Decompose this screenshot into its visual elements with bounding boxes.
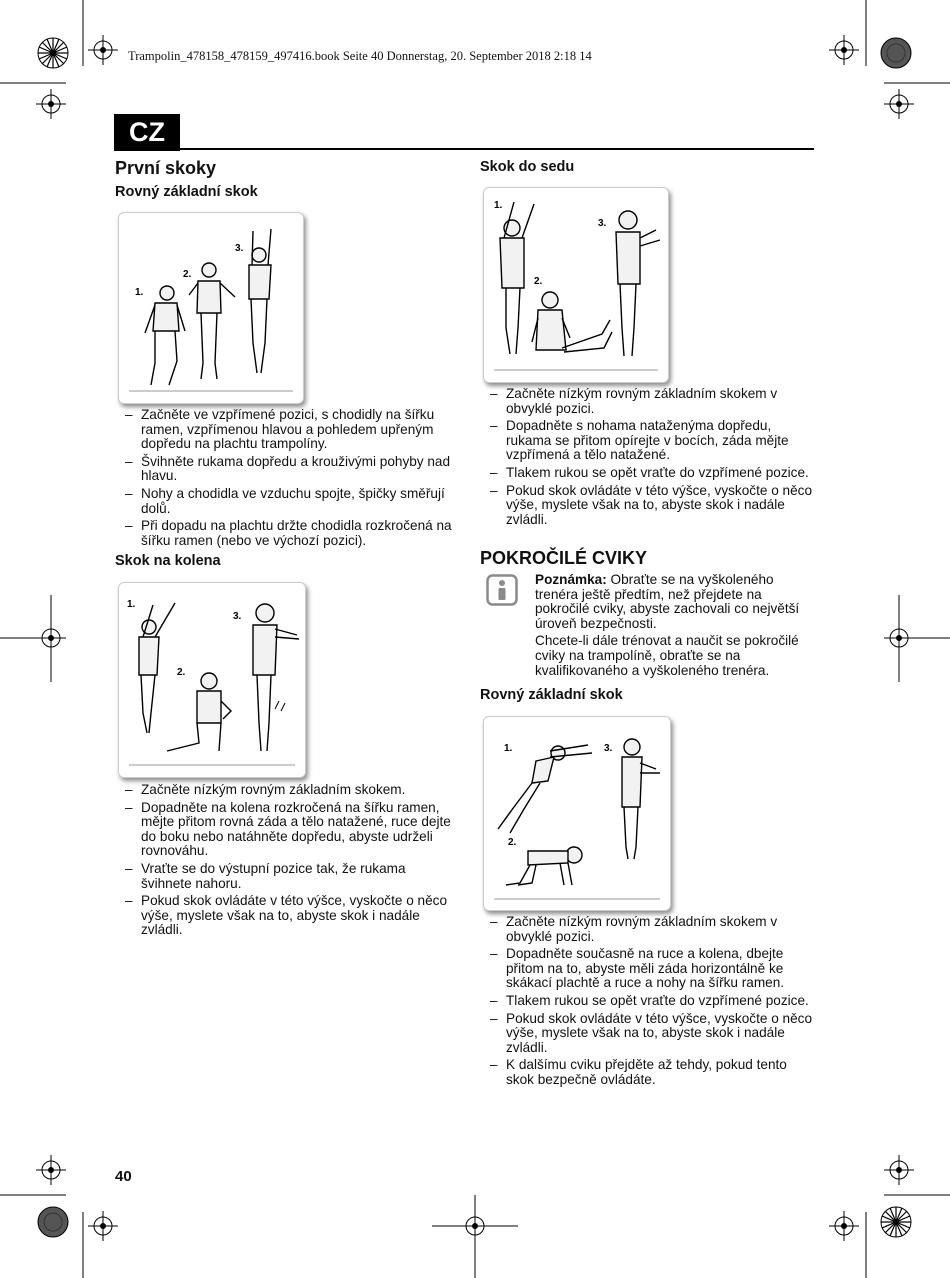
advanced-jump-title: Rovný základní skok — [480, 687, 623, 703]
knee-jump-title: Skok na kolena — [115, 553, 221, 569]
list-item: – Pokud skok ovládáte v této výšce, vyskočte o něco výše, myslete však na to, abyste skok i nadále zvládli. — [480, 484, 814, 528]
list-item: – Vraťte se do výstupní pozice tak, že rukama švihnete nahoru. — [115, 862, 453, 891]
list-item: – Pokud skok ovládáte v této výšce, vyskočte o něco výše, myslete však na to, abyste skok i nadále zvládli. — [480, 1012, 814, 1056]
list-item: – Dopadněte s nohama nataženýma dopředu, rukama se přitom opírejte v bocích, záda mějte vzpřímená a tělo natažené. — [480, 419, 814, 463]
figure-label: 1. — [127, 599, 136, 610]
figure-label: 3. — [604, 743, 613, 754]
note-paragraph — [535, 573, 811, 631]
figure-label: 3. — [233, 611, 242, 622]
figure-label: 1. — [494, 200, 503, 211]
seat-drop-figure — [483, 187, 669, 383]
note-paragraph-2: Chcete-li dále trénovat a naučit se pokročilé cviky na trampolíně, obraťte se na kvalifikovaného a vyškoleného trenéra. — [535, 633, 799, 678]
list-item: – Dopadněte na kolena rozkročená na šířku ramen, mějte přitom rovná záda a tělo natažené, ruce dejte do boku nebo natáhněte dopředu, abyste udrželi rovnováhu. — [115, 801, 453, 859]
list-item: – Začněte nízkým rovným základním skokem. — [115, 783, 453, 798]
advanced-section-title: POKROČILÉ CVIKY — [480, 548, 648, 568]
list-item: – K dalšímu cviku přejděte až tehdy, pokud tento skok bezpečně ovládáte. — [480, 1058, 814, 1087]
straight-jump-steps — [115, 408, 453, 551]
figure-label: 1. — [504, 743, 513, 754]
figure-label: 2. — [177, 667, 186, 678]
language-tag: CZ — [114, 114, 180, 151]
figure-label: 2. — [183, 269, 192, 280]
list-item: – Tlakem rukou se opět vraťte do vzpřímené pozice. — [480, 466, 814, 481]
print-file-info: Trampolin_478158_478159_497416.book Seite 40 Donnerstag, 20. September 2018 2:18 14 — [128, 49, 592, 63]
list-item: – Nohy a chodidla ve vzduchu spojte, špičky směřují dolů. — [115, 487, 453, 516]
list-item: – Dopadněte současně na ruce a kolena, dbejte přitom na to, abyste měli záda horizontálně ke skákací plachtě a ruce a nohy na šířku ramen. — [480, 947, 814, 991]
section-title: První skoky — [115, 158, 217, 178]
knee-jump-figure — [118, 582, 306, 778]
seat-drop-steps — [480, 387, 814, 530]
note-box — [535, 573, 811, 681]
list-item: – Začněte ve vzpřímené pozici, s chodidly na šířku ramen, vzpřímenou hlavou a pohledem upřeným dopředu na plachtu trampolíny. — [115, 408, 453, 452]
list-item: – Švihněte rukama dopředu a krouživými pohyby nad hlavu. — [115, 455, 453, 484]
page-number: 40 — [115, 1168, 132, 1185]
list-item: – Pokud skok ovládáte v této výšce, vyskočte o něco výše, myslete však na to, abyste skok i nadále zvládli. — [115, 894, 453, 938]
advanced-jump-figure — [483, 716, 671, 911]
header-rule — [180, 148, 814, 150]
figure-label: 1. — [135, 287, 144, 298]
figure-label: 3. — [598, 218, 607, 229]
advanced-jump-steps — [480, 915, 814, 1091]
note-label: Poznámka: — [535, 572, 607, 587]
seat-drop-title: Skok do sedu — [480, 159, 575, 175]
figure-label: 2. — [508, 837, 517, 848]
list-item: – Při dopadu na plachtu držte chodidla rozkročená na šířku ramen (nebo ve výchozí pozici). — [115, 519, 453, 548]
list-item: – Začněte nízkým rovným základním skokem v obvyklé pozici. — [480, 387, 814, 416]
straight-jump-title: Rovný základní skok — [115, 184, 258, 200]
list-item: – Začněte nízkým rovným základním skokem v obvyklé pozici. — [480, 915, 814, 944]
figure-label: 2. — [534, 276, 543, 287]
info-icon — [486, 574, 518, 606]
list-item: – Tlakem rukou se opět vraťte do vzpřímené pozice. — [480, 994, 814, 1009]
straight-jump-figure — [118, 212, 304, 404]
note-text: Obraťte se na vyškoleného trenéra ještě předtím, než přejdete na pokročilé cviky, abyste zachovali co největší úroveň bezpečnosti. — [535, 572, 800, 631]
knee-jump-steps — [115, 783, 453, 941]
figure-label: 3. — [235, 243, 244, 254]
